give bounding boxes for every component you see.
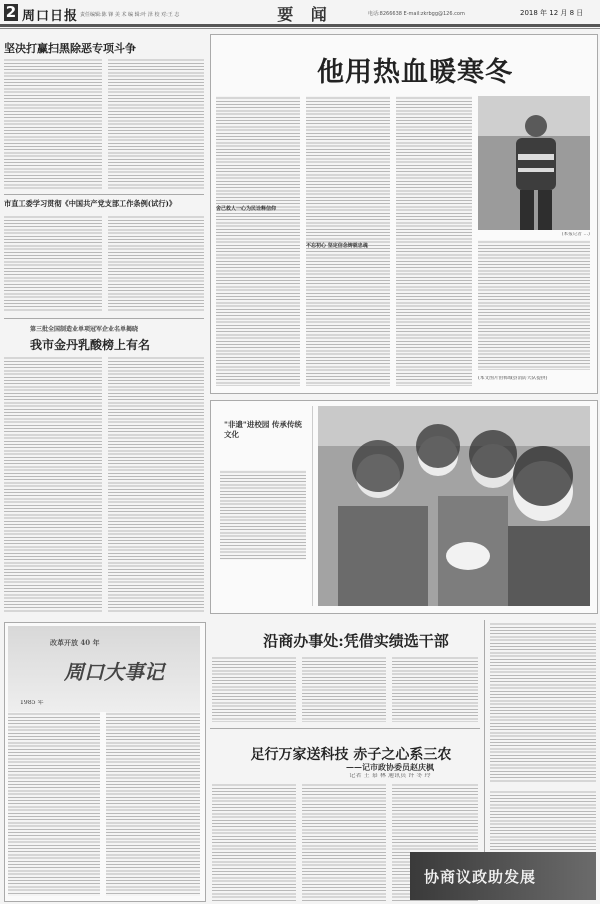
divider bbox=[4, 318, 204, 319]
article-title-manufacturing: 我市金丹乳酸榜上有名 bbox=[30, 338, 151, 352]
article-body-cadres-col2 bbox=[302, 656, 386, 722]
feature-credit: (本文图片由郸城县消防大队提供) bbox=[478, 376, 548, 381]
feature-body-col4 bbox=[478, 240, 590, 370]
editor-credits: 责任编辑:陈 锋 美 术 编 辑:叶 泽 校 对:王 志 bbox=[80, 12, 180, 18]
chronicle-banner-title: 周口大事记 bbox=[64, 660, 164, 684]
article-body-cadres-col1 bbox=[212, 656, 296, 722]
firefighter-photo-caption: (本报记者 ...) bbox=[561, 232, 590, 237]
chronicle-year-1985: 1985 年 bbox=[20, 700, 44, 706]
article-title-cadres: 沿商办事处:凭借实绩选干部 bbox=[263, 632, 449, 650]
firefighter-photo bbox=[478, 96, 590, 230]
article-body-manufacturing-col1 bbox=[4, 356, 102, 612]
issue-date: 2018 年 12 月 8 日 bbox=[520, 9, 584, 17]
article-title-regulation: 市直工委学习贯彻《中国共产党支部工作条例(试行)》 bbox=[4, 199, 177, 208]
contact-info: 电话:8266638 E-mail:zkrbgg@126.com bbox=[368, 11, 465, 17]
feature-body-col2 bbox=[306, 96, 390, 386]
paper-logo: 周口日报 bbox=[22, 9, 79, 24]
children-photo bbox=[318, 406, 590, 606]
article-subtitle-technology: ——记市政协委员赵庆枫 bbox=[346, 762, 434, 772]
chronicle-banner-kicker: 改革开放 40 年 bbox=[50, 638, 100, 647]
chronicle-body-col2 bbox=[106, 712, 200, 896]
article-kicker-manufacturing: 第三批全国制造业单项冠军企业名单揭晓 bbox=[30, 326, 139, 333]
intangible-heritage-caption: "非遗"进校园 传承传统文化 bbox=[224, 420, 302, 439]
article-title-technology: 足行万家送科技 赤子之心系三农 bbox=[250, 747, 452, 763]
article-body-sweep-col2 bbox=[108, 58, 204, 190]
consultation-banner-text: 协商议政助发展 bbox=[424, 868, 537, 886]
header-rule bbox=[0, 24, 600, 27]
section-title: 要 闻 bbox=[277, 5, 333, 24]
divider bbox=[210, 728, 480, 729]
article-body-sweep-col1 bbox=[4, 58, 102, 190]
feature-subhead-2: 不忘初心 坚定信念铸就忠魂 bbox=[306, 243, 368, 249]
article-body-regulation-col1 bbox=[4, 215, 102, 311]
page-number: 2 bbox=[5, 3, 17, 21]
header-rule-thin bbox=[0, 28, 600, 29]
article-body-cadres-col3 bbox=[392, 656, 478, 722]
article-body-technology-col1 bbox=[212, 783, 296, 901]
article-title-sweep: 坚决打赢扫黑除恶专项斗争 bbox=[4, 42, 136, 55]
article-body-technology-col2 bbox=[302, 783, 386, 901]
article-body-manufacturing-col2 bbox=[108, 356, 204, 612]
article-body-regulation-col2 bbox=[108, 215, 204, 311]
feature-title: 他用热血暖寒冬 bbox=[317, 57, 513, 88]
chronicle-body-col1 bbox=[8, 712, 100, 896]
intangible-heritage-text bbox=[220, 470, 306, 560]
divider bbox=[4, 194, 204, 195]
feature-body-col1 bbox=[216, 96, 300, 386]
feature-subhead-1: 舍己救人一心为民诠释信仰 bbox=[216, 206, 277, 212]
article-body-right-col bbox=[490, 622, 596, 782]
article-body-right-col-lower bbox=[490, 790, 596, 850]
feature-body-col3 bbox=[396, 96, 472, 386]
article-byline-technology: 记者 王 慕 林 通讯员 许 冬 玲 bbox=[349, 773, 431, 779]
